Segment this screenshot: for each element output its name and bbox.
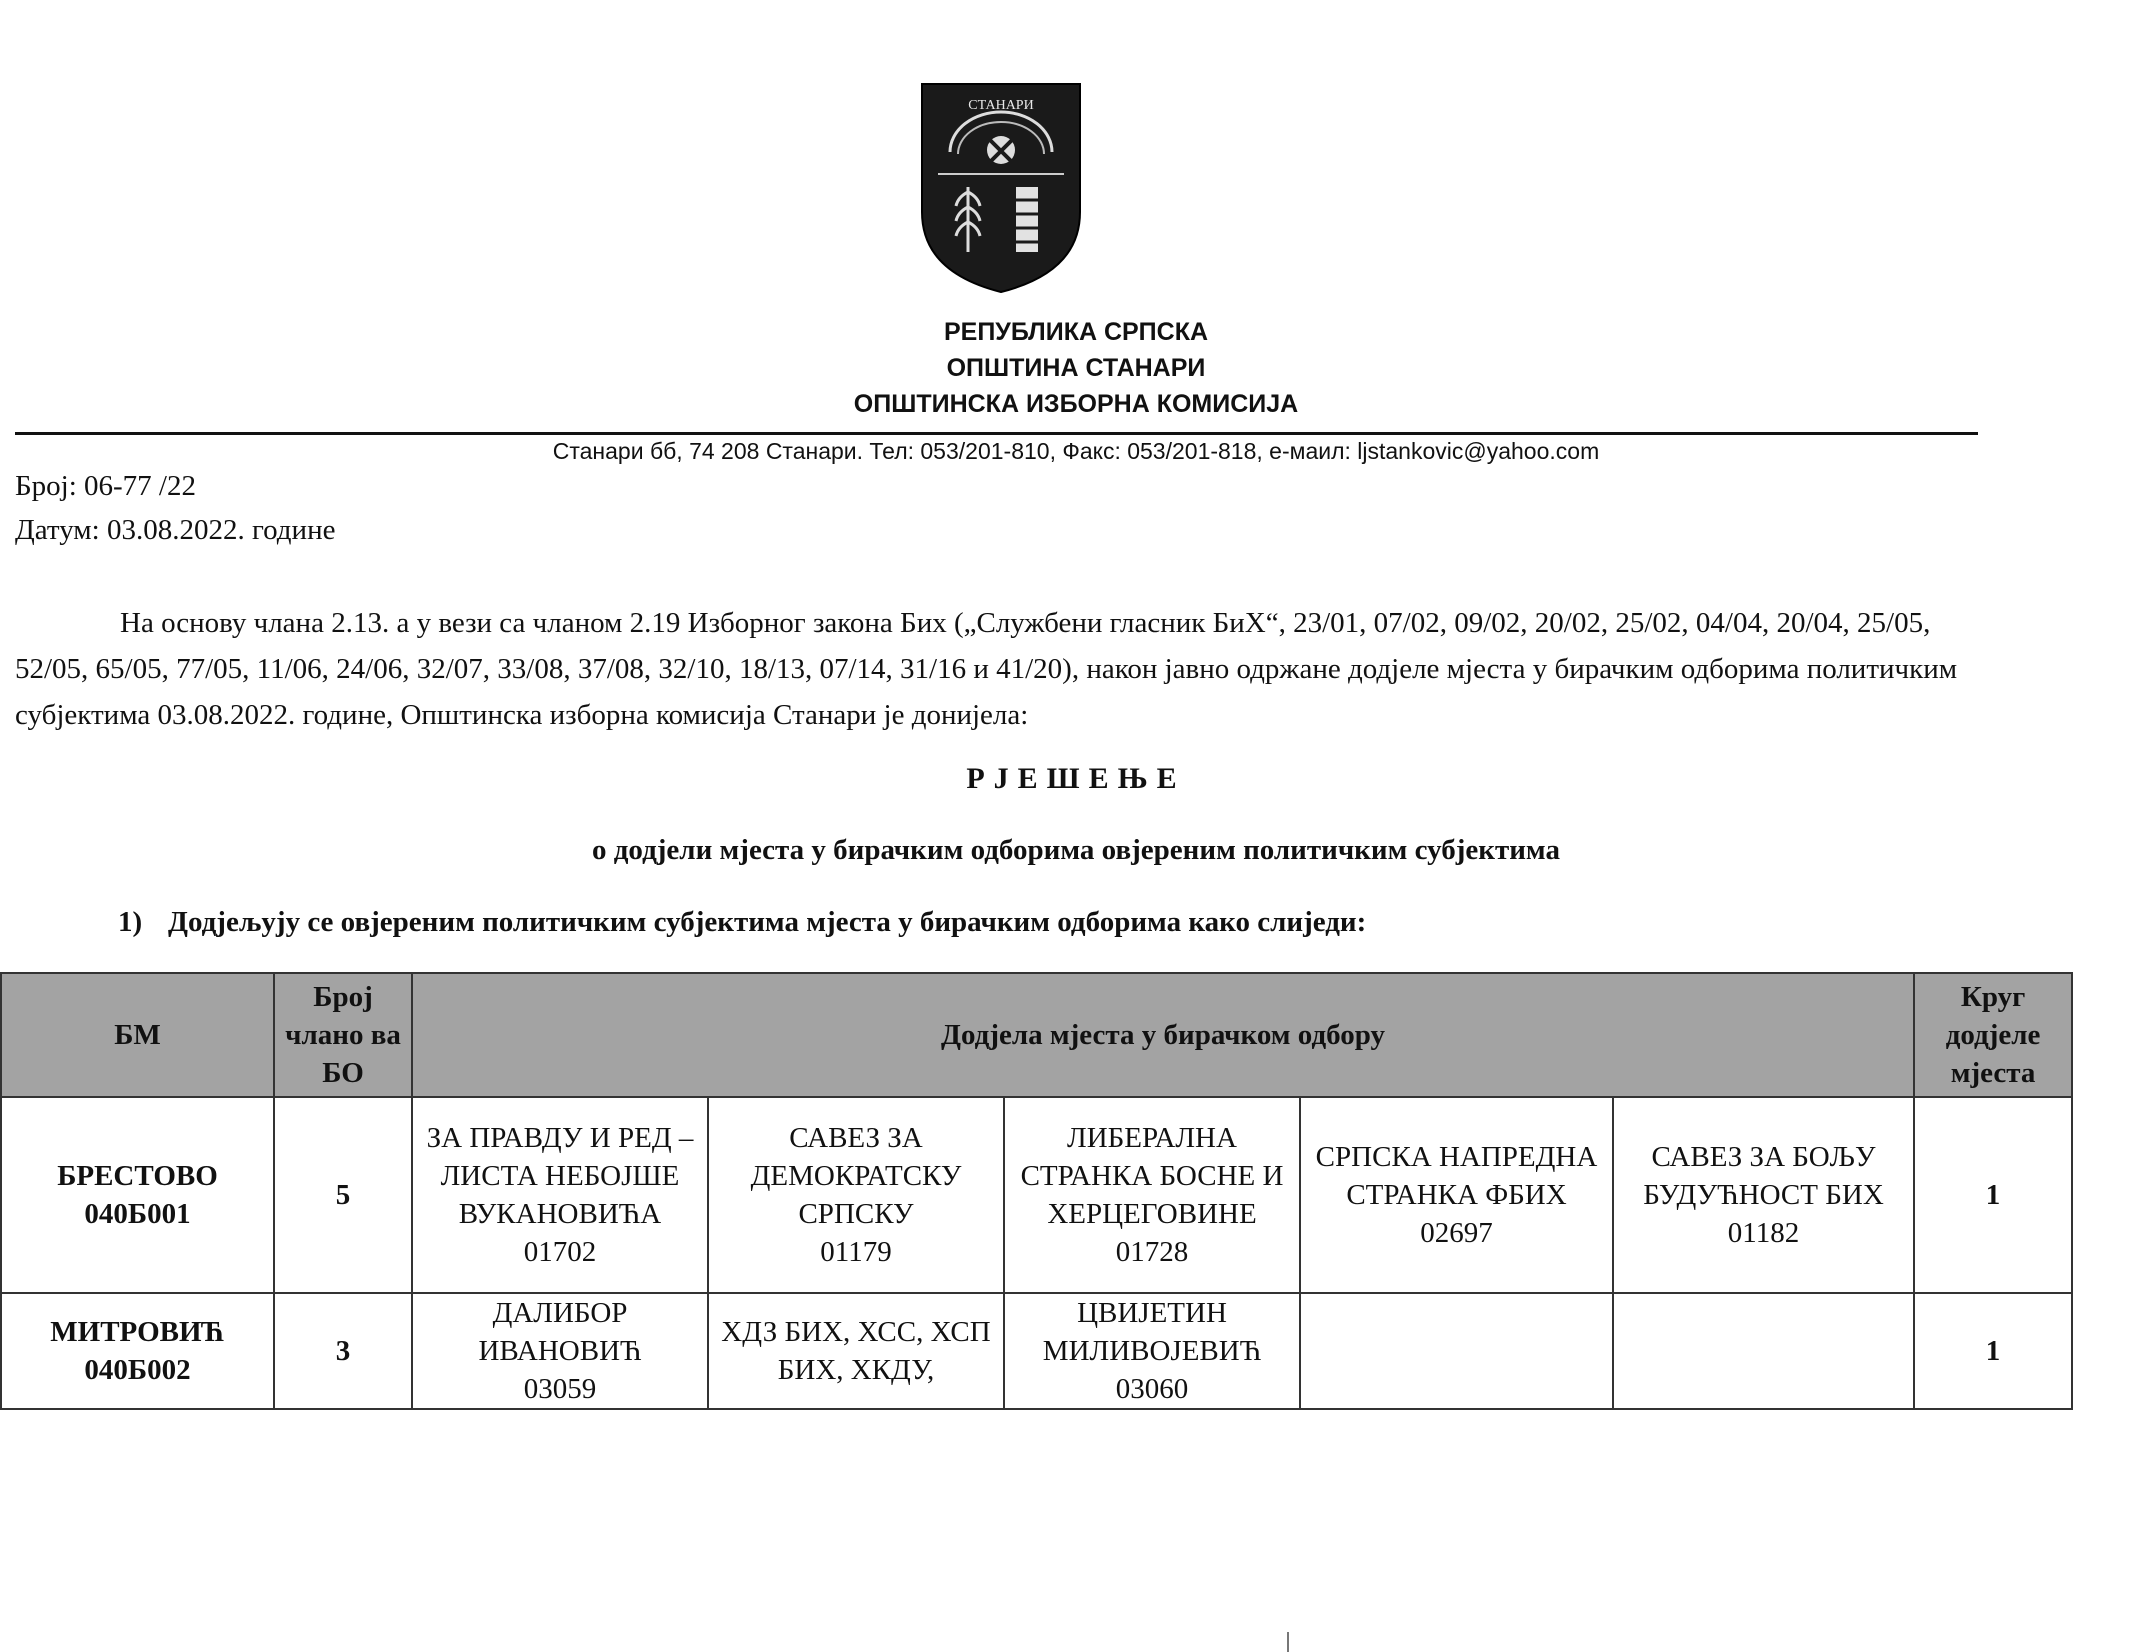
intro-text: На основу члана 2.13. а у вези са чланом 2.19 Изборног закона Бих („Службени гласник БиХ“, 23/01, 07/02, 09/02, 20/02, 25/02, 04/04, 20/04, 25/05, 52/05, 65/05, 77/05, 11/06, 24/06, 32/07, 33/08, 37/08, 32/10, 18/13, 07/14, 31/16 и 41/20), након јавно одржане додјеле мјеста у бирачким одборима политичким субјектима 03.08.2022. године, Општинска изборна комисија Станари је донијела: xyxy=(15,607,1958,731)
header-allocation: Додјела мјеста у бирачком одбору xyxy=(412,973,1914,1097)
header-country: РЕПУБЛИКА СРПСКА xyxy=(943,318,1209,346)
resolution-title: РЈЕШЕЊЕ xyxy=(966,762,1186,795)
scan-mark xyxy=(1287,1632,1289,1652)
bm-code: 040Б001 xyxy=(84,1198,191,1230)
intro-paragraph xyxy=(15,600,1980,738)
party-cell-empty xyxy=(1613,1293,1914,1409)
resolution-subtitle: о додјели мјеста у бирачким одборима овјереним политичким субјектима xyxy=(592,834,1560,866)
table-header-row xyxy=(1,973,2072,1097)
document-date: Датум: 03.08.2022. године xyxy=(15,514,336,546)
allocation-table xyxy=(0,972,2073,1410)
party-name: ЦВИЈЕТИН МИЛИВОЈЕВИЋ xyxy=(1042,1297,1262,1367)
party-code: 03060 xyxy=(1115,1373,1189,1405)
party-name: СРПСКА НАПРЕДНА СТРАНКА ФБИХ xyxy=(1315,1141,1598,1211)
item-number: 1) xyxy=(118,906,143,938)
party-name: ЛИБЕРАЛНА СТРАНКА БОСНЕ И ХЕРЦЕГОВИНЕ xyxy=(1020,1122,1284,1230)
party-cell xyxy=(412,1293,708,1409)
party-cell xyxy=(708,1097,1004,1293)
item-text: Додјељују се овјереним политичким субјектима мјеста у бирачким одборима како слиједи: xyxy=(168,906,1367,938)
party-name: ЗА ПРАВДУ И РЕД – ЛИСТА НЕБОЈШЕ ВУКАНОВИЋА xyxy=(426,1122,694,1230)
party-cell xyxy=(1004,1293,1300,1409)
party-cell-empty xyxy=(1300,1293,1613,1409)
party-code: 02697 xyxy=(1420,1217,1493,1249)
bm-cell xyxy=(1,1097,274,1293)
header-divider xyxy=(15,432,1978,435)
round-cell: 1 xyxy=(1914,1293,2072,1409)
header-municipality: ОПШТИНА СТАНАРИ xyxy=(946,354,1206,382)
party-code: 01182 xyxy=(1727,1217,1800,1249)
members-cell: 3 xyxy=(274,1293,412,1409)
emblem-text: СТАНАРИ xyxy=(968,98,1034,113)
resolution-item-1 xyxy=(118,906,1366,939)
party-cell xyxy=(412,1097,708,1293)
party-name: САВЕЗ ЗА БОЉУ БУДУЋНОСТ БИХ xyxy=(1643,1141,1884,1211)
bm-code: 040Б002 xyxy=(84,1354,191,1386)
municipality-coat-of-arms xyxy=(920,82,1082,294)
party-cell xyxy=(1004,1097,1300,1293)
bm-name: БРЕСТОВО xyxy=(57,1160,218,1192)
bm-name: МИТРОВИЋ xyxy=(50,1316,225,1348)
document-number: Број: 06-77 /22 xyxy=(15,470,196,502)
party-name: ХДЗ БИХ, ХСС, ХСП БИХ, ХКДУ, xyxy=(721,1316,991,1386)
party-name: САВЕЗ ЗА ДЕМОКРАТСКУ СРПСКУ xyxy=(750,1122,962,1230)
table-row xyxy=(1,1097,2072,1293)
party-code: 03059 xyxy=(523,1373,597,1405)
party-name: ДАЛИБОР ИВАНОВИЋ xyxy=(478,1297,642,1367)
round-cell: 1 xyxy=(1914,1097,2072,1293)
party-cell xyxy=(1300,1097,1613,1293)
party-cell xyxy=(1613,1097,1914,1293)
header-bm: БМ xyxy=(1,973,274,1097)
party-code: 01179 xyxy=(820,1236,892,1268)
header-round: Круг додјеле мјеста xyxy=(1914,973,2072,1097)
party-cell xyxy=(708,1293,1004,1409)
header-address: Станари бб, 74 208 Станари. Тел: 053/201-810, Факс: 053/201-818, е-маил: ljstankovic@yahoo.com xyxy=(552,438,1600,464)
header-commission: ОПШТИНСКА ИЗБОРНА КОМИСИЈА xyxy=(853,390,1299,418)
party-code: 01728 xyxy=(1115,1236,1189,1268)
party-code: 01702 xyxy=(523,1236,597,1268)
table-row xyxy=(1,1293,2072,1409)
header-members: Број члано ва БО xyxy=(274,973,412,1097)
bm-cell xyxy=(1,1293,274,1409)
members-cell: 5 xyxy=(274,1097,412,1293)
